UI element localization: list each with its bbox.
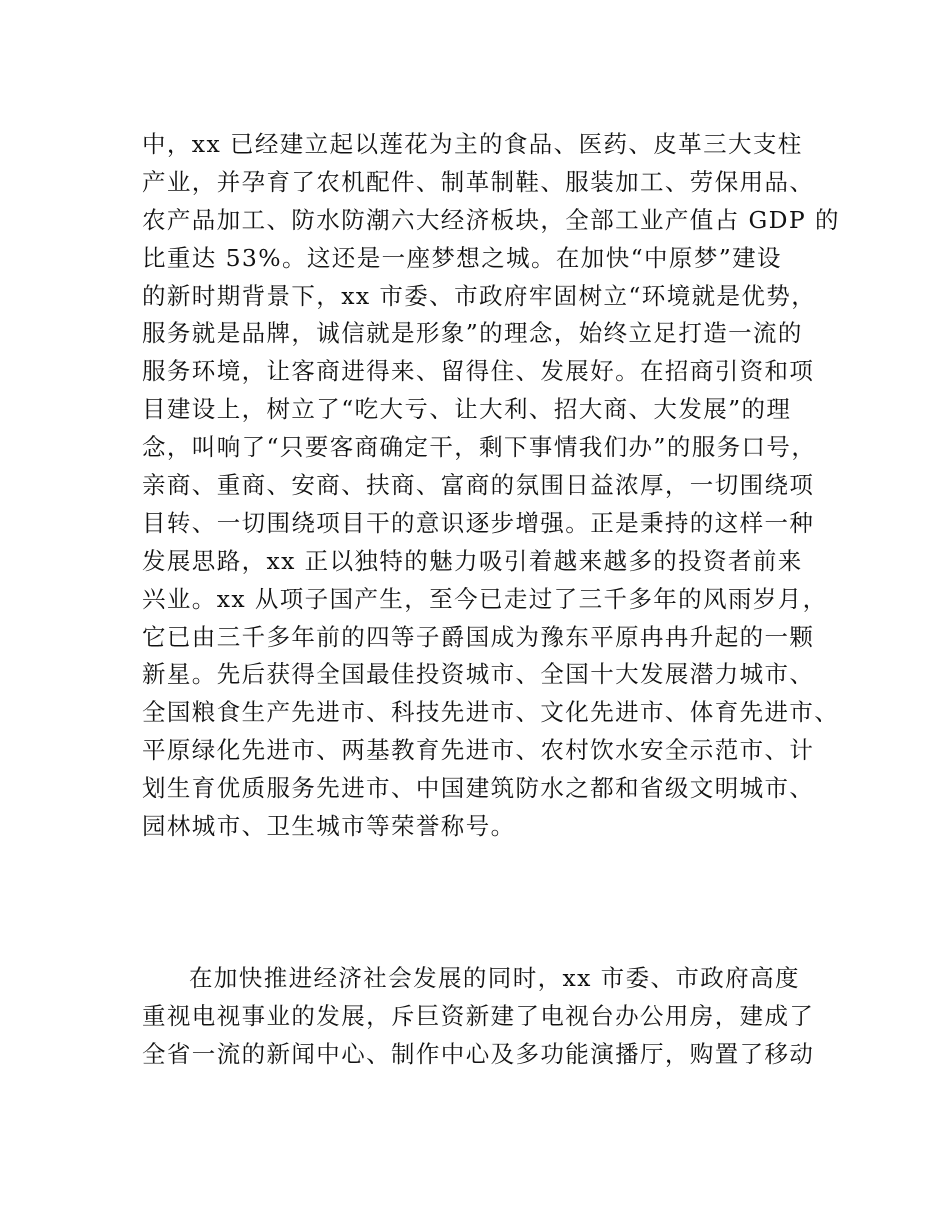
text-line: 目转、一切围绕项目干的意识逐步增强。正是秉持的这样一种 — [142, 508, 815, 537]
text-line: 发展思路，xx 正以独特的魅力吸引着越来越多的投资者前来 — [142, 546, 803, 575]
text-line: 念，叫响了“只要客商确定干，剩下事情我们办”的服务口号， — [142, 433, 817, 462]
text-line: 新星。先后获得全国最佳投资城市、全国十大发展潜力城市、 — [142, 660, 815, 689]
text-line: 它已由三千多年前的四等子爵国成为豫东平原冉冉升起的一颗 — [142, 622, 815, 651]
text-line: 园林城市、卫生城市等荣誉称号。 — [142, 812, 516, 841]
text-line: 亲商、重商、安商、扶商、富商的氛围日益浓厚，一切围绕项 — [142, 471, 815, 500]
text-line: 划生育优质服务先进市、中国建筑防水之都和省级文明城市、 — [142, 774, 815, 803]
text-line: 服务环境，让客商进得来、留得住、发展好。在招商引资和项 — [142, 357, 815, 386]
text-line: 产业，并孕育了农机配件、制革制鞋、服装加工、劳保用品、 — [142, 167, 815, 196]
text-line: 全省一流的新闻中心、制作中心及多功能演播厅，购置了移动 — [142, 1039, 815, 1068]
text-line: 兴业。xx 从项子国产生，至今已走过了三千多年的风雨岁月， — [142, 584, 828, 613]
text-line: 服务就是品牌，诚信就是形象”的理念，始终立足打造一流的 — [142, 319, 803, 348]
text-line: 的新时期背景下，xx 市委、市政府牢固树立“环境就是优势， — [142, 281, 817, 310]
text-line: 比重达 53%。这还是一座梦想之城。在加快“中原梦”建设 — [142, 243, 782, 272]
text-line: 全国粮食生产先进市、科技先进市、文化先进市、体育先进市、 — [142, 698, 840, 727]
paragraph-city-overview — [142, 126, 842, 846]
text-line: 平原绿化先进市、两基教育先进市、农村饮水安全示范市、计 — [142, 736, 815, 765]
text-line: 农产品加工、防水防潮六大经济板块，全部工业产值占 GDP 的 — [142, 205, 840, 234]
paragraph-tv-development — [142, 960, 842, 1074]
text-line: 中，xx 已经建立起以莲花为主的食品、医药、皮革三大支柱 — [142, 130, 803, 158]
text-line: 重视电视事业的发展，斥巨资新建了电视台办公用房，建成了 — [142, 1001, 815, 1030]
text-line: 在加快推进经济社会发展的同时，xx 市委、市政府高度 — [189, 964, 800, 992]
text-line: 目建设上，树立了“吃大亏、让大利、招大商、大发展”的理 — [142, 395, 792, 424]
